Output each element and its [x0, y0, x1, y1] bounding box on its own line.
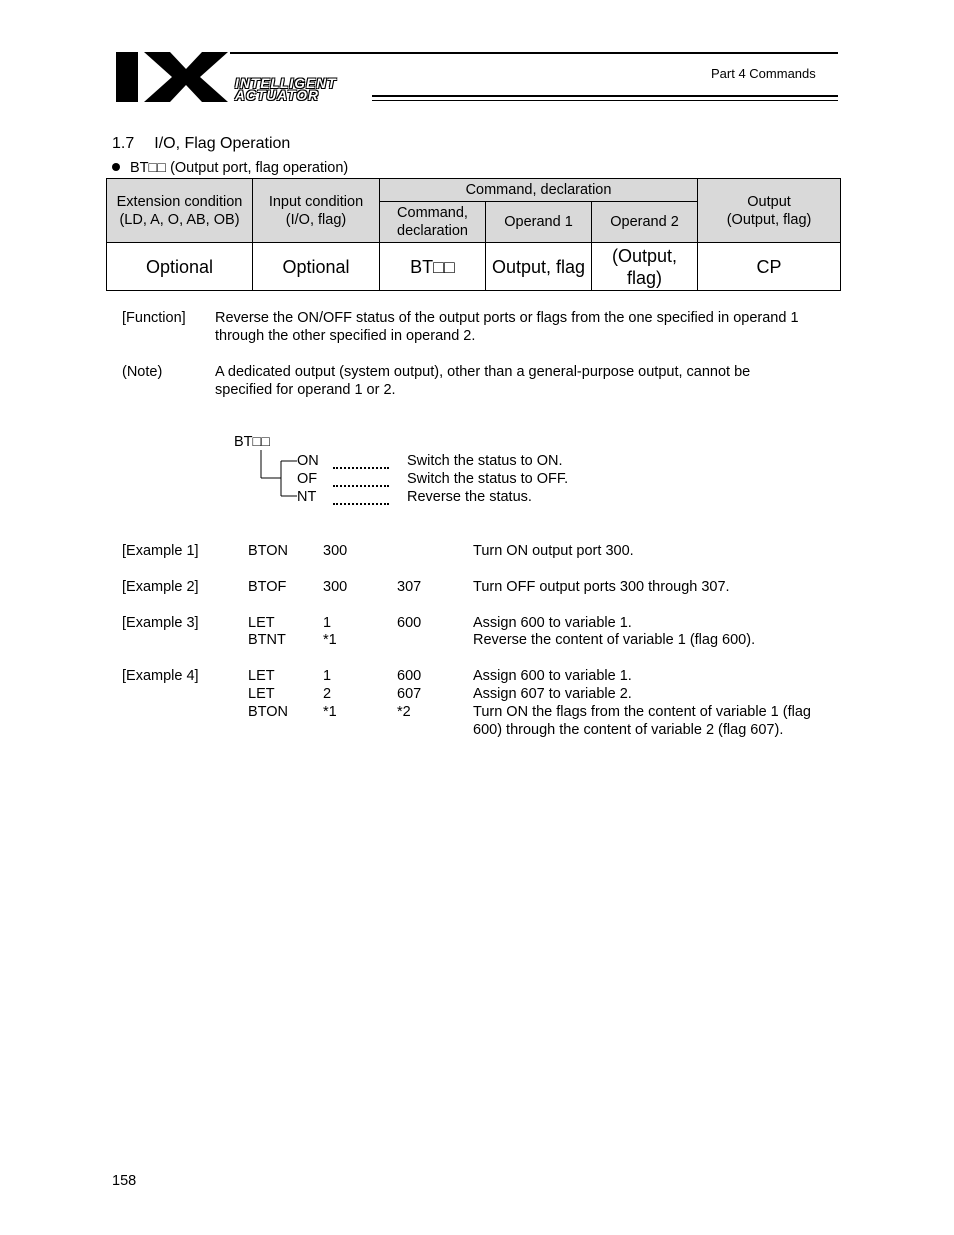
example-3-row1-cmd: LET: [248, 615, 275, 631]
cell-command: BT□□: [380, 243, 486, 291]
example-4-row1-cmd: LET: [248, 668, 275, 684]
example-4-row2-op1: 2: [323, 686, 332, 702]
example-2-label: [Example 2]: [122, 579, 199, 595]
section-title: [112, 135, 290, 153]
logo-line-intelligent: INTELLIGENT: [235, 76, 337, 91]
bullet-icon: [112, 163, 120, 171]
diagram-desc-on: Switch the status to ON.: [407, 453, 563, 469]
diagram-leader-on: [333, 467, 389, 469]
function-line1: Reverse the ON/OFF status of the output ports or flags from the one specified in operand 1: [215, 310, 799, 326]
part-label: Part 4 Commands: [711, 66, 816, 81]
header-input-line1: Input condition: [268, 193, 364, 210]
example-2-cmd: BTOF: [248, 579, 287, 595]
example-4-row1-desc: Assign 600 to variable 1.: [473, 668, 632, 684]
example-4-row1-op2: 600: [397, 668, 422, 684]
example-4-row3-op1: *1: [323, 704, 337, 720]
command-table: [106, 178, 841, 291]
example-4-row2-desc: Assign 607 to variable 2.: [473, 686, 632, 702]
example-4-row4-desc: 600) through the content of variable 2 (flag 607).: [473, 722, 784, 738]
diagram-code-on: ON: [297, 453, 319, 469]
example-4-row3-desc: Turn ON the flags from the content of variable 1 (flag: [473, 704, 811, 720]
function-text: [215, 309, 845, 345]
function-line2: through the other specified in operand 2.: [215, 328, 476, 344]
cell-operand-2: [592, 243, 698, 291]
cell-operand-1: Output, flag: [486, 243, 592, 291]
example-3-row2-op1: *1: [323, 632, 337, 648]
section-title-text: I/O, Flag Operation: [154, 135, 291, 152]
example-2-op1: 300: [323, 579, 348, 595]
command-bullet: [112, 160, 348, 176]
cell-op2-line1: (Output,: [612, 245, 678, 266]
example-2-desc: Turn OFF output ports 300 through 307.: [473, 579, 730, 595]
example-1-desc: Turn ON output port 300.: [473, 543, 634, 559]
header-command-declaration: [380, 202, 486, 243]
cell-op2-line2: flag): [627, 267, 663, 288]
example-4-row1-op1: 1: [323, 668, 332, 684]
note-label: (Note): [122, 364, 163, 380]
header-input-line2: (I/O, flag): [285, 211, 347, 228]
diagram-desc-nt: Reverse the status.: [407, 489, 532, 505]
header-ext-line1: Extension condition: [116, 193, 243, 210]
note-text: [215, 363, 845, 399]
header-extension-condition: [107, 179, 253, 243]
example-3-label: [Example 3]: [122, 615, 199, 631]
logo-line-actuator: ACTUATOR: [235, 88, 320, 103]
header-rule-bottom-thin: [372, 100, 838, 101]
bullet-description: (Output port, flag operation): [170, 160, 349, 176]
header-cmd-line1: Command,: [397, 205, 468, 221]
example-1-cmd: BTON: [248, 543, 289, 559]
example-4-row3-cmd: BTON: [248, 704, 289, 720]
header-cmd-line2: declaration: [397, 223, 468, 239]
example-3-row2-desc: Reverse the content of variable 1 (flag 600).: [473, 632, 756, 648]
cell-extension-condition: Optional: [107, 243, 253, 291]
company-name-logo: [235, 78, 337, 102]
header-operand-1: Operand 1: [486, 202, 592, 243]
header-output-line2: (Output, flag): [726, 211, 812, 228]
diagram-code-nt: NT: [297, 489, 317, 505]
example-4-label: [Example 4]: [122, 668, 199, 684]
header-input-condition: [253, 179, 380, 243]
function-label: [Function]: [122, 310, 186, 326]
header-rule-bottom: [372, 95, 838, 97]
cell-input-condition: Optional: [253, 243, 380, 291]
header-output: [698, 179, 841, 243]
diagram-leader-nt: [333, 503, 389, 505]
diagram-leader-of: [333, 485, 389, 487]
example-1-label: [Example 1]: [122, 543, 199, 559]
example-3-row1-desc: Assign 600 to variable 1.: [473, 615, 632, 631]
example-4-row2-cmd: LET: [248, 686, 275, 702]
example-4-row3-op2: *2: [397, 704, 411, 720]
note-line2: specified for operand 1 or 2.: [215, 382, 396, 398]
section-number: 1.7: [112, 135, 135, 152]
header-operand-2: Operand 2: [592, 202, 698, 243]
header-command-group: Command, declaration: [380, 179, 698, 202]
page-number: 158: [112, 1173, 137, 1189]
cell-output: CP: [698, 243, 841, 291]
bullet-command: BT□□: [130, 160, 167, 176]
diagram-code-of: OF: [297, 471, 318, 487]
example-2-op2: 307: [397, 579, 422, 595]
note-line1: A dedicated output (system output), other than a general-purpose output, cannot be: [215, 364, 751, 380]
example-1-op1: 300: [323, 543, 348, 559]
example-3-row1-op2: 600: [397, 615, 422, 631]
diagram-root: BT□□: [234, 434, 271, 450]
example-3-row1-op1: 1: [323, 615, 332, 631]
example-3-row2-cmd: BTNT: [248, 632, 286, 648]
header-output-line1: Output: [747, 193, 791, 210]
header-rule-top: [230, 52, 838, 54]
diagram-desc-of: Switch the status to OFF.: [407, 471, 569, 487]
header-ext-line2: (LD, A, O, AB, OB): [119, 211, 240, 228]
example-4-row2-op2: 607: [397, 686, 422, 702]
ix-logo-mark: [116, 52, 228, 102]
